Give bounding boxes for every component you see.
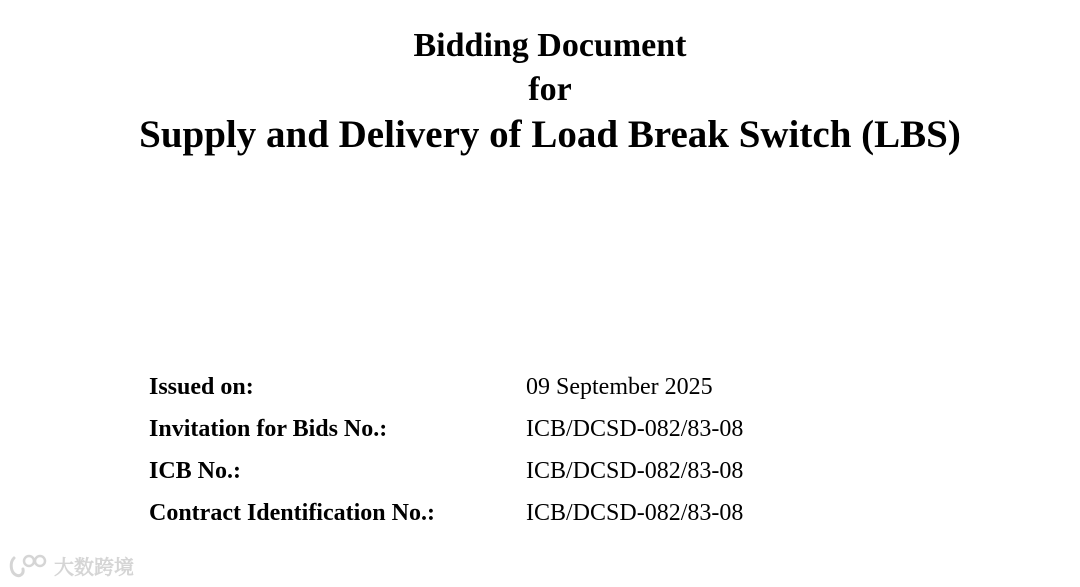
info-row-icb-no: [149, 450, 743, 492]
title-line-1: Bidding Document: [413, 27, 687, 64]
info-value: ICB/DCSD-082/83-08: [526, 457, 744, 484]
brand-logo-icon: [8, 552, 48, 580]
watermark-text: 大数跨境: [54, 555, 134, 579]
info-value: 09 September 2025: [526, 373, 713, 400]
info-row-invitation-for-bids: [149, 408, 743, 450]
document-title: [0, 24, 1080, 160]
title-line-2: for: [528, 71, 572, 108]
watermark: [8, 551, 134, 580]
info-label: Contract Identification No.:: [149, 499, 435, 526]
info-label: Invitation for Bids No.:: [149, 415, 388, 442]
document-info-table: [149, 366, 743, 534]
info-row-contract-identification: [149, 492, 743, 534]
info-value: ICB/DCSD-082/83-08: [526, 415, 744, 442]
title-line-3: Supply and Delivery of Load Break Switch (LBS): [139, 113, 961, 156]
info-label: Issued on:: [149, 373, 254, 400]
info-row-issued-on: [149, 366, 743, 408]
info-label: ICB No.:: [149, 457, 242, 484]
info-value: ICB/DCSD-082/83-08: [526, 499, 744, 526]
